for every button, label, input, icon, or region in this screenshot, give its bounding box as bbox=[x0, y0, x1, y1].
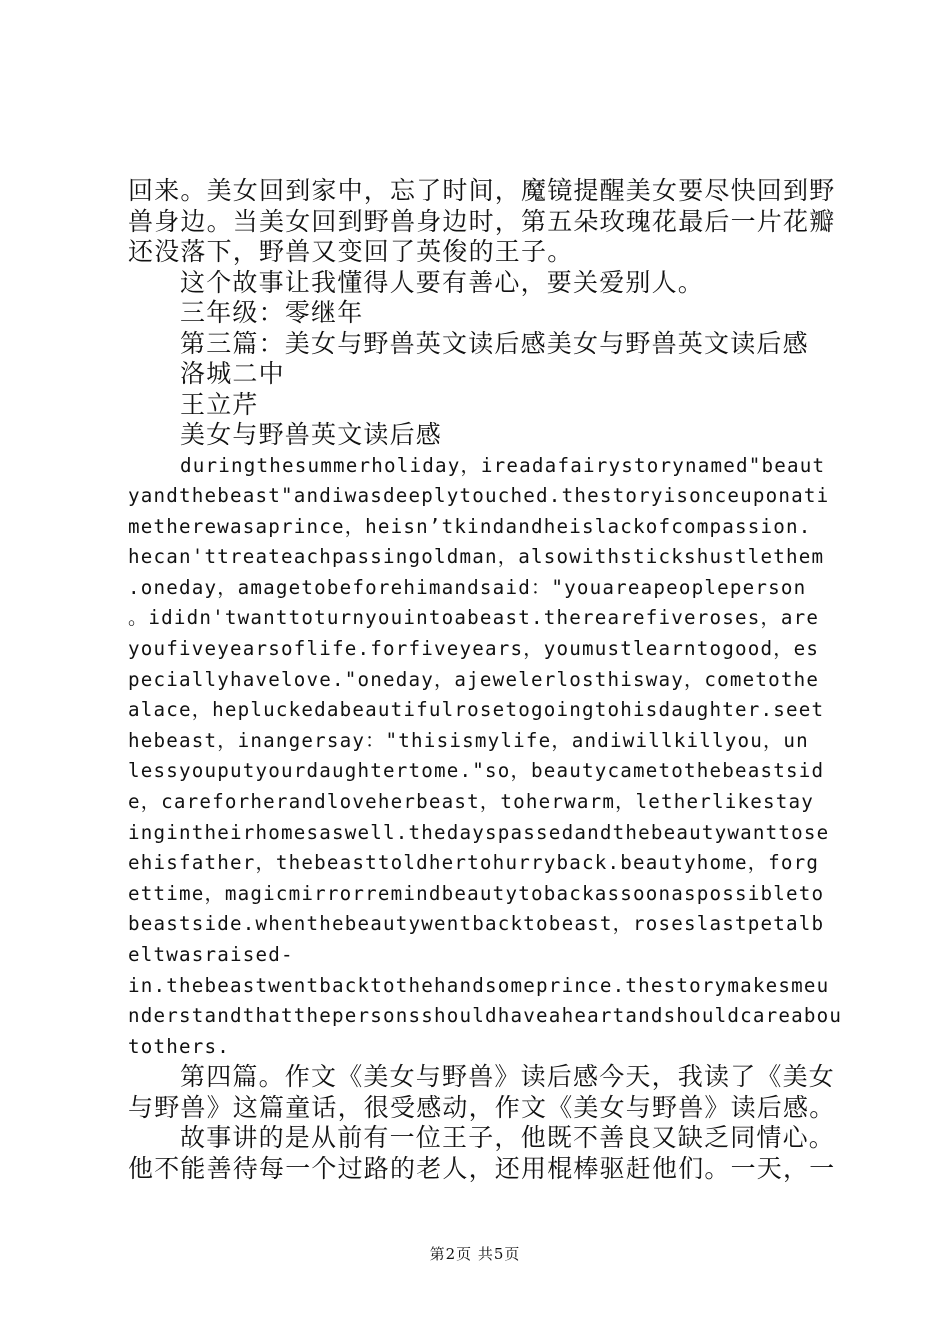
author-grade-line: 三年级：零继年 bbox=[180, 298, 364, 327]
section-heading: 第四篇。作文《美女与野兽》读后感今天，我读了《美女 bbox=[180, 1062, 836, 1092]
english-text-line: e，careforherandloveherbeast，toherwarm，letherlikestay bbox=[128, 790, 815, 814]
text-line: 故事讲的是从前有一位王子，他既不善良又缺乏同情心。 bbox=[180, 1123, 836, 1153]
english-text-line: lessyouputyourdaughtertome."so，beautycametothebeastsid bbox=[128, 759, 825, 783]
english-text-line: in.thebeastwentbacktothehandsomeprince.thestorymakesmeu bbox=[128, 973, 830, 997]
english-text-line: 。ididn'twanttoturnyouintoabeast.therearefiveroses，are bbox=[128, 606, 820, 630]
english-text-line: metherewasaprince，heisn’tkindandheislackofcompassion. bbox=[128, 514, 812, 538]
page-number-footer: 第2页 共5页 bbox=[429, 1245, 521, 1263]
english-text-line: nderstandthatthepersonsshouldhaveaheartandshouldcareabou bbox=[128, 1004, 843, 1028]
author-name: 王立芹 bbox=[180, 389, 259, 419]
english-text-line: .oneday，amagetobeforehimandsaid："youareapeopleperson bbox=[128, 575, 807, 599]
english-text-line: eltwasraised- bbox=[128, 943, 294, 966]
text-line: 回来。美女回到家中，忘了时间，魔镜提醒美女要尽快回到野 bbox=[128, 176, 836, 205]
english-text-line: hecan'ttreateachpassingoldman，alsowithstickshustlethem bbox=[128, 545, 825, 569]
text-line: 兽身边。当美女回到野兽身边时，第五朵玫瑰花最后一片花瓣 bbox=[128, 206, 836, 236]
essay-title: 美女与野兽英文读后感 bbox=[180, 420, 443, 449]
english-text-line: beastside.whenthebeautywentbacktobeast，roseslastpetalb bbox=[128, 912, 825, 936]
school-name: 洛城二中 bbox=[180, 359, 285, 388]
english-text-line: youfiveyearsoflife.forfiveyears，youmustlearntogood，es bbox=[128, 637, 820, 661]
text-line: 这个故事让我懂得人要有善心，要关爱别人。 bbox=[180, 267, 705, 297]
english-text-line: ettime，magicmirrorremindbeautytobackassoonaspossibleto bbox=[128, 881, 825, 905]
document-body bbox=[128, 176, 843, 1184]
english-text-line: tothers. bbox=[128, 1034, 231, 1058]
english-text-line: hebeast，inangersay："thisismylife，andiwillkillyou，un bbox=[128, 728, 809, 752]
english-text-line: ingintheirhomesaswell.thedayspassedandthebeautywanttose bbox=[128, 820, 830, 844]
text-line: 与野兽》这篇童话，很受感动，作文《美女与野兽》读后感。 bbox=[128, 1092, 836, 1122]
english-text-line: ehisfather，thebeasttoldhertohurryback.beautyhome，forg bbox=[128, 851, 820, 875]
english-text-line: duringthesummerholiday，ireadafairystorynamed"beaut bbox=[180, 453, 826, 477]
text-line: 还没落下，野兽又变回了英俊的王子。 bbox=[128, 237, 574, 266]
text-line: 他不能善待每一个过路的老人，还用棍棒驱赶他们。一天，一 bbox=[128, 1153, 836, 1183]
section-heading: 第三篇：美女与野兽英文读后感美女与野兽英文读后感 bbox=[180, 328, 809, 358]
english-text-line: peciallyhavelove."oneday，ajewelerlosthisway，cometothe bbox=[128, 667, 820, 691]
english-text-line: alace，hepluckedabeautifulrosetogoingtohisdaughter.seet bbox=[128, 698, 825, 722]
english-text-line: yandthebeast"andiwasdeeplytouched.thestoryisonceuponati bbox=[128, 484, 830, 508]
